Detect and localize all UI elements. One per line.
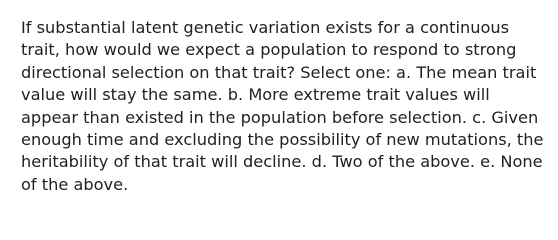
question-text: If substantial latent genetic variation exists for a continuous trait, how would we expect a population to respond to strong directional selection on that trait? Select one: a. The mean trait value will stay the same. b. More extreme trait values will appear than existed in the population before selection. c. Given enough time and excluding the possibility of new mutations, the heritability of that trait will decline. d. Two of the above. e. None of the above. (21, 18, 544, 194)
